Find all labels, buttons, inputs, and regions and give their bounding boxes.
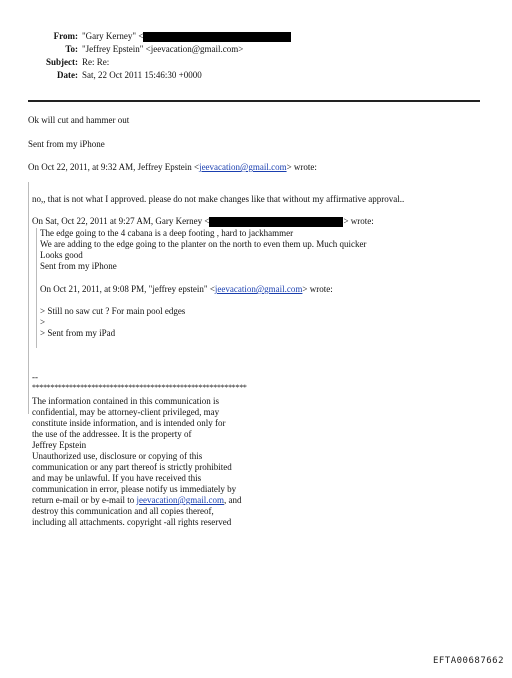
quote-intro (40, 284, 333, 295)
signature-line: Sent from my iPhone (28, 139, 105, 149)
body-line: Ok will cut and hammer out (28, 115, 130, 125)
reply-text: no,, that is not what I approved. please do not make changes like that without my affirmative approval.. (32, 194, 405, 204)
date-row (24, 69, 404, 82)
quote-line: Looks good (40, 250, 83, 260)
email-link[interactable]: jeevacation@gmail.com (199, 162, 287, 172)
to-value: "Jeffrey Epstein" <jeevacation@gmail.com> (82, 44, 244, 54)
disclaimer-line: communication or any part thereof is strictly prohibited (32, 462, 232, 472)
subject-row (24, 56, 404, 69)
date-value: Sat, 22 Oct 2011 15:46:30 +0000 (82, 70, 202, 80)
email-link[interactable]: jeevacation@gmail.com (136, 495, 224, 505)
subject-label: Subject: (46, 57, 78, 67)
quote-intro (32, 216, 374, 227)
disclaimer-line: The information contained in this communication is (32, 396, 219, 406)
disclaimer-line: destroy this communication and all copies thereof, (32, 506, 214, 516)
from-label: From: (53, 31, 78, 41)
quote-bar (28, 182, 29, 414)
disclaimer-line: the use of the addressee. It is the property of (32, 429, 192, 439)
email-link[interactable]: jeevacation@gmail.com (214, 284, 303, 294)
disclaimer-line: constitute inside information, and is intended only for (32, 418, 226, 428)
date-label: Date: (57, 70, 78, 80)
to-label: To: (65, 44, 78, 54)
quote-intro-text: On Sat, Oct 22, 2011 at 9:27 AM, Gary Kerney < (32, 216, 210, 226)
quote-intro-text: On Oct 22, 2011, at 9:32 AM, Jeffrey Epstein < (28, 162, 200, 172)
quote-line: Sent from my iPhone (40, 261, 117, 271)
quote-line: > Still no saw cut ? For main pool edges (40, 306, 186, 316)
quote-intro-suffix: > wrote: (286, 162, 317, 172)
disclaimer (32, 396, 241, 528)
separator-dashes: -- (32, 372, 38, 382)
email-header (24, 30, 404, 82)
header-divider (28, 100, 480, 102)
disclaimer-line: and may be unlawful. If you have received this (32, 473, 202, 483)
from-value: "Gary Kerney" < (82, 31, 144, 41)
quote-intro-text: On Oct 21, 2011, at 9:08 PM, "jeffrey epstein" < (40, 284, 215, 294)
redaction-bar (143, 32, 291, 42)
quote-intro (28, 162, 317, 173)
quote-line: We are adding to the edge going to the planter on the north to even them up. Much quicker (40, 239, 367, 249)
quote-line: > (40, 317, 46, 327)
quote-intro-suffix: > wrote: (343, 216, 374, 226)
quote-line: The edge going to the 4 cabana is a deep footing , hard to jackhammer (40, 228, 294, 238)
disclaimer-line: communication in error, please notify us immediately by (32, 484, 237, 494)
disclaimer-line: Jeffrey Epstein (32, 440, 87, 450)
to-row (24, 43, 404, 56)
from-row (24, 30, 404, 43)
quote-bar (36, 228, 37, 348)
quote-line: > Sent from my iPad (40, 328, 116, 338)
disclaimer-line (32, 495, 241, 506)
separator-stars: ********************************************************** (32, 383, 247, 392)
quote-intro-suffix: > wrote: (302, 284, 333, 294)
disclaimer-line: confidential, may be attorney-client privileged, may (32, 407, 220, 417)
redaction-bar (209, 217, 343, 227)
document-id-stamp: EFTA00687662 (432, 656, 504, 666)
disclaimer-line: Unauthorized use, disclosure or copying of this (32, 451, 203, 461)
disclaimer-text: return e-mail or by e-mail to (32, 495, 137, 505)
subject-value: Re: Re: (82, 57, 110, 67)
disclaimer-line: including all attachments. copyright -all rights reserved (32, 517, 232, 527)
disclaimer-text: , and (223, 495, 242, 505)
